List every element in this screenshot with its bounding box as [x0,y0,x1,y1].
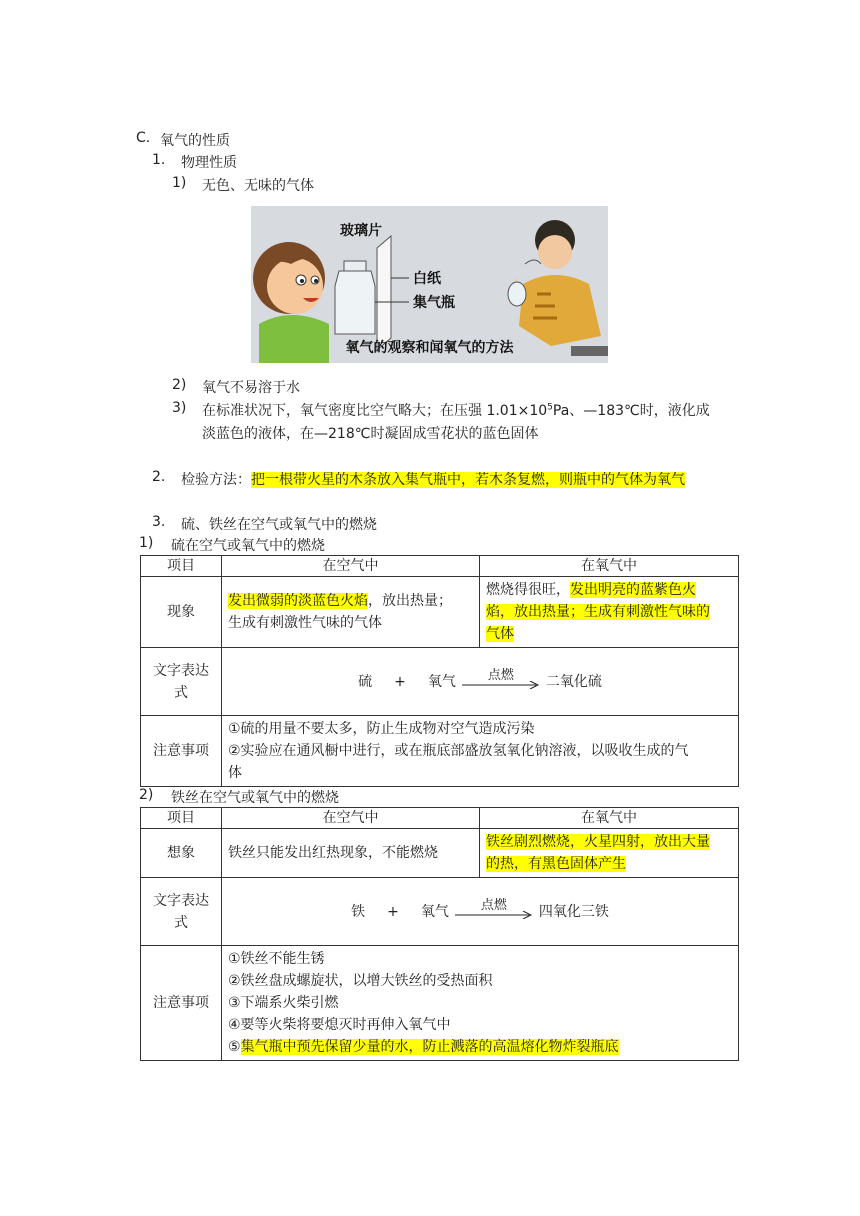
row-label: 现象 [141,577,222,648]
sulfur-oxygen-phenomenon: 燃烧得很旺，发出明亮的蓝紫色火 焰，放出热量；生成有刺激性气味的 气体 [480,577,739,648]
label-glass-plate: 玻璃片 [340,223,382,239]
table-row [141,577,739,648]
row-label: 想象 [141,829,222,878]
burning-marker: 3. [152,514,166,530]
item-marker: 1) [172,175,187,191]
table-row [141,878,739,946]
table-row [141,808,739,829]
iron-equation: 铁 + 氧气 点燃 四氧化三铁 [222,878,739,946]
iron-title: 铁丝在空气或氧气中的燃烧 [171,790,339,806]
burning-title: 硫、铁丝在空气或氧气中的燃烧 [181,517,377,533]
sulfur-title: 硫在空气或氧气中的燃烧 [171,538,325,554]
iron-table [140,807,739,1061]
sulfur-marker: 1) [139,535,154,551]
sulfur-air-phenomenon: 发出微弱的淡蓝色火焰，放出热量； 生成有刺激性气味的气体 [222,577,480,648]
label-white-paper: 白纸 [413,271,441,287]
header-oxygen: 在氧气中 [480,808,739,829]
header-item: 项目 [141,556,222,577]
item-marker: 2) [172,377,187,393]
header-air: 在空气中 [222,808,480,829]
table-row [141,829,739,878]
item-text: 无色、无味的气体 [202,178,314,194]
figure-caption: 氧气的观察和闻氧气的方法 [345,340,514,356]
iron-air-phenomenon: 铁丝只能发出红热现象，不能燃烧 [222,829,480,878]
iron-oxygen-phenomenon: 铁丝剧烈燃烧，火星四射，放出大量 的热，有黑色固体产生 [480,829,739,878]
physical-marker: 1. [152,152,166,168]
item-text-line2: 淡蓝色的液体，在—218℃时凝固成雪花状的蓝色固体 [202,426,539,442]
header-item: 项目 [141,808,222,829]
section-title: 氧气的性质 [160,133,230,149]
sulfur-equation: 硫 + 氧气 点燃 二氧化硫 [222,648,739,716]
item-text: 氧气不易溶于水 [202,380,300,396]
sulfur-notes: ①硫的用量不要太多，防止生成物对空气造成污染 ②实验应在通风橱中进行，或在瓶底部盛放氢氧化钠溶液，以吸收生成的气 体 [222,716,739,787]
table-row [141,716,739,787]
table-row [141,946,739,1061]
test-marker: 2. [152,469,166,485]
row-label: 注意事项 [141,946,222,1061]
header-oxygen: 在氧气中 [480,556,739,577]
physical-title: 物理性质 [181,155,237,171]
iron-marker: 2) [139,787,154,803]
header-air: 在空气中 [222,556,480,577]
row-label: 注意事项 [141,716,222,787]
item-text-line1: 在标准状况下，氧气密度比空气略大；在压强 $1.01\times 10^5Pa$、—183℃时，液化成 [202,402,710,419]
item-marker: 3) [172,400,187,416]
label-gas-bottle: 集气瓶 [413,295,455,311]
table-row [141,556,739,577]
test-line: 检验方法：把一根带火星的木条放入集气瓶中，若木条复燃，则瓶中的气体为氧气 [181,472,685,488]
reaction-arrow-icon: 点燃 [462,671,540,693]
iron-notes: ①铁丝不能生锈 ②铁丝盘成螺旋状，以增大铁丝的受热面积 ③下端系火柴引燃 ④要等火柴将要熄灭时再伸入氧气中 ⑤集气瓶中预先保留少量的水，防止溅落的高温熔化物炸裂瓶底 [222,946,739,1061]
reaction-arrow-icon: 点燃 [455,901,533,923]
oxygen-observation-figure [251,206,608,363]
row-label: 文字表达 式 [141,648,222,716]
table-row [141,648,739,716]
section-marker: C. [136,130,151,146]
sulfur-table [140,555,739,787]
row-label: 文字表达 式 [141,878,222,946]
